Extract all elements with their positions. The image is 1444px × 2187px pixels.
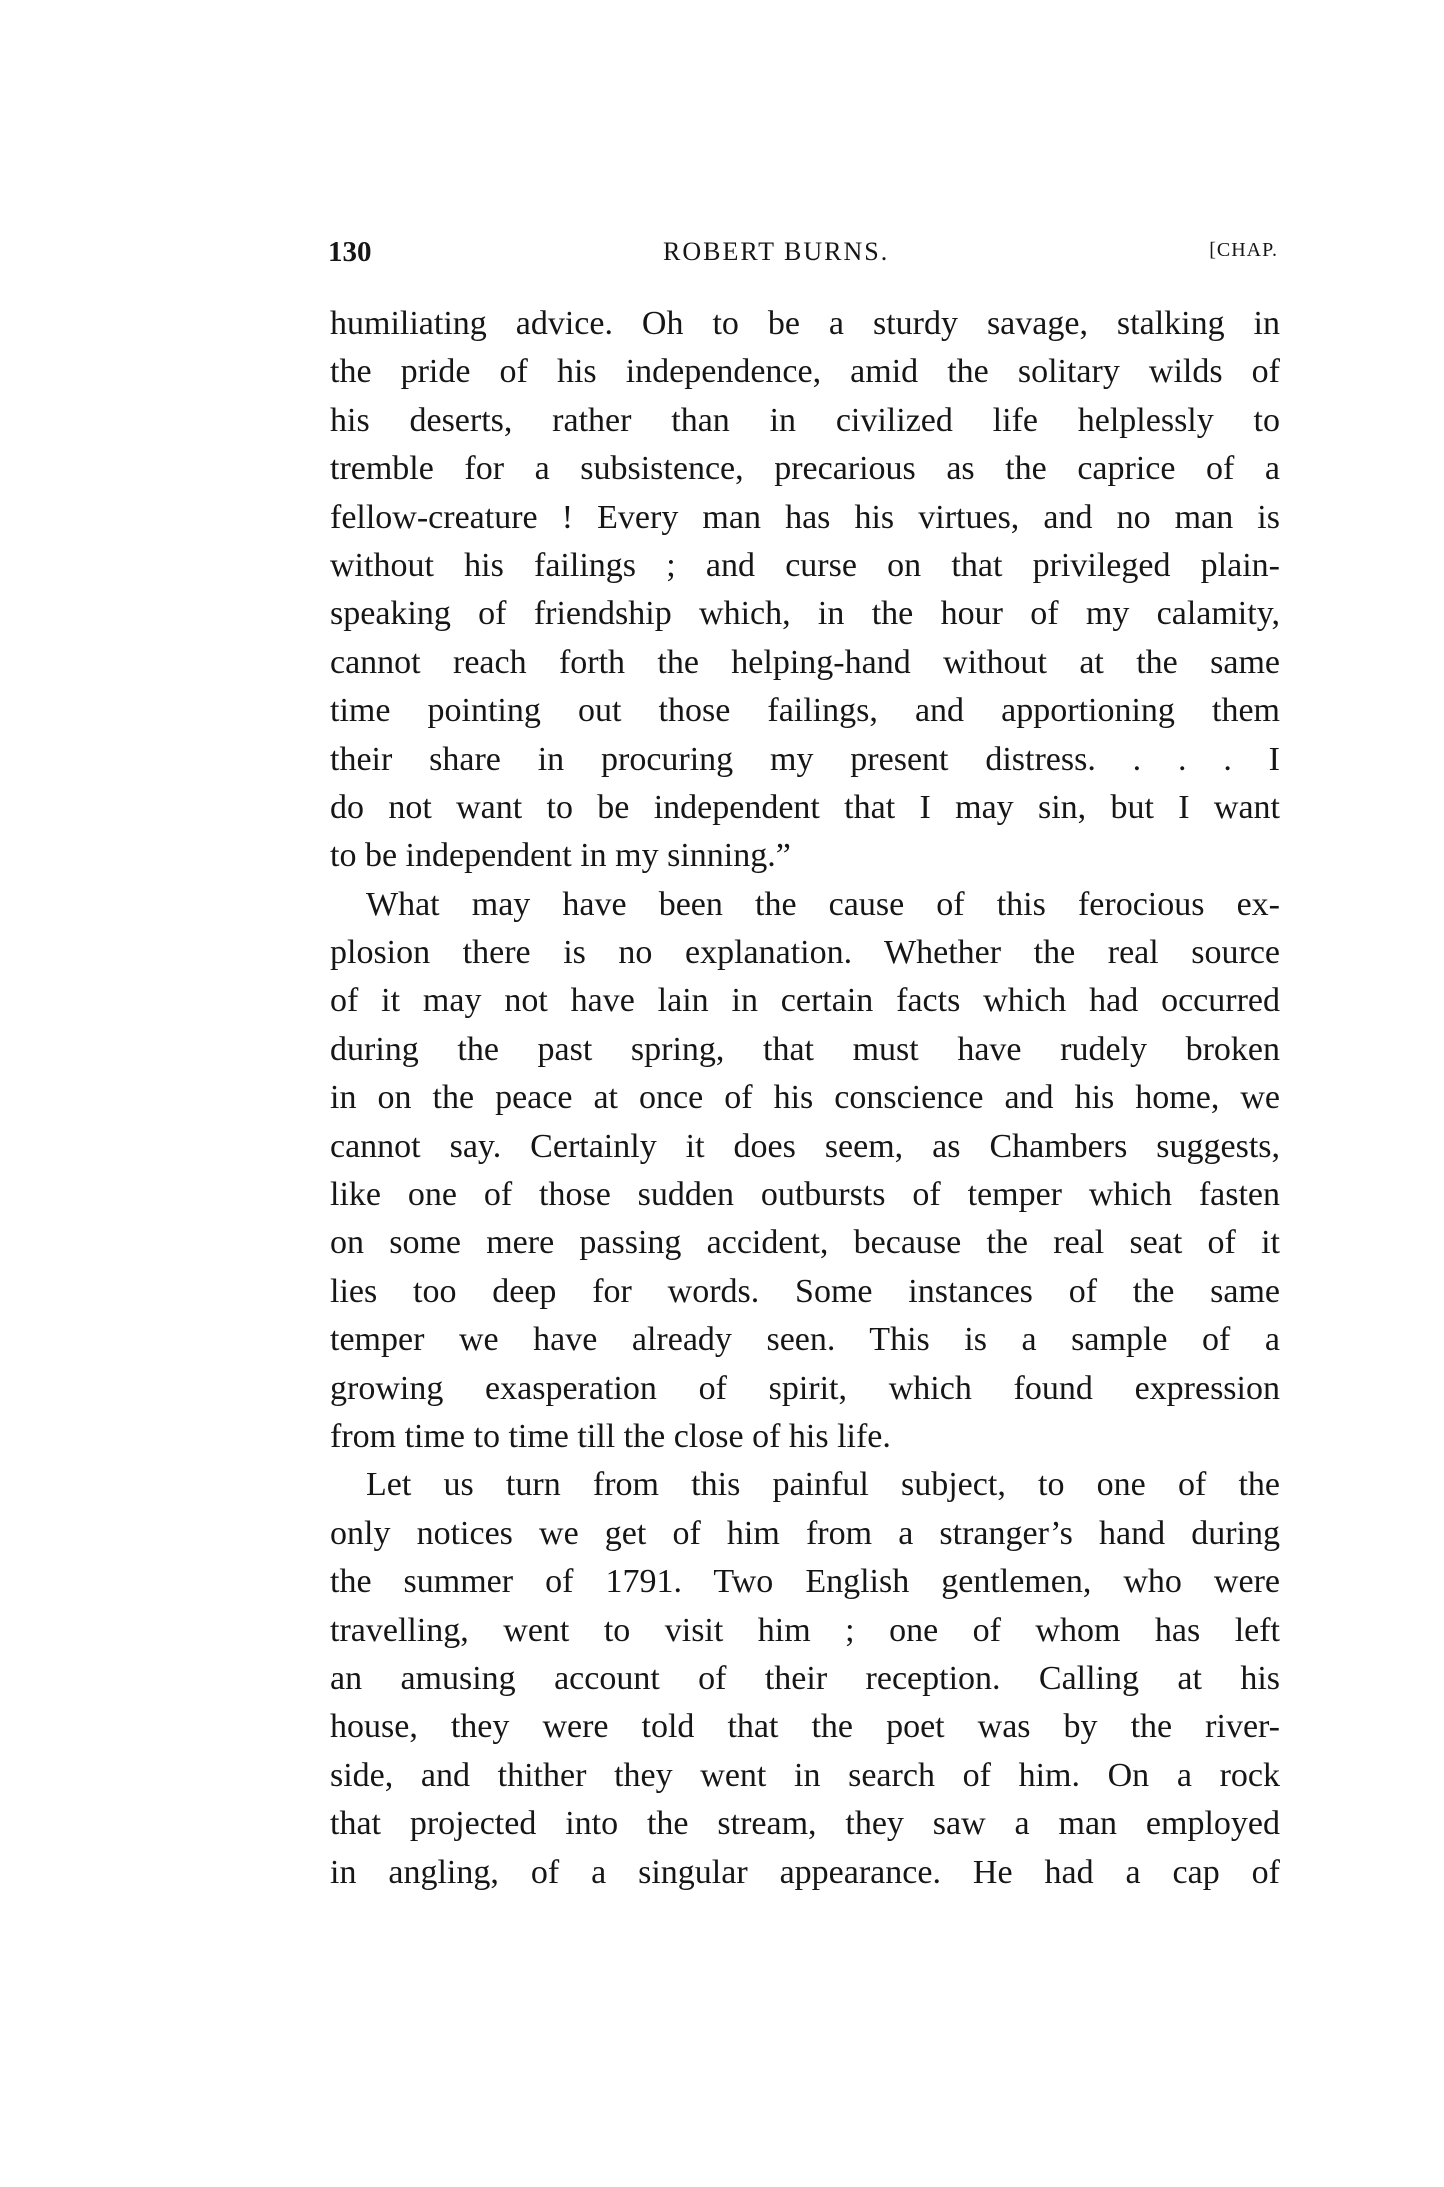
text-line: side, and thither they went in search of him. On a rock xyxy=(330,1756,1280,1794)
text-line: from time to time till the close of his life. xyxy=(330,1417,891,1455)
running-header xyxy=(328,236,1278,268)
text-line: without his failings ; and curse on that privileged plain- xyxy=(330,546,1280,584)
text-line: their share in procuring my present distress. . . . I xyxy=(330,740,1280,778)
chapter-mark: [CHAP. xyxy=(1209,239,1278,261)
text-line: cannot say. Certainly it does seem, as Chambers suggests, xyxy=(330,1127,1280,1165)
text-line: time pointing out those failings, and apportioning them xyxy=(330,692,1280,730)
text-line: lies too deep for words. Some instances of the same xyxy=(330,1272,1280,1310)
text-line: plosion there is no explanation. Whether the real source xyxy=(330,934,1280,972)
text-line: of it may not have lain in certain facts which had occurred xyxy=(330,982,1280,1020)
text-line: Let us turn from this painful subject, to one of the xyxy=(366,1466,1280,1504)
text-line: only notices we get of him from a stranger’s hand during xyxy=(330,1514,1280,1552)
text-line: the summer of 1791. Two English gentlemen, who were xyxy=(330,1563,1280,1601)
paragraph-1 xyxy=(330,300,1280,881)
paragraph-2 xyxy=(330,881,1280,1462)
running-title: ROBERT BURNS. xyxy=(663,237,890,266)
text-line: temper we have already seen. This is a sample of a xyxy=(330,1321,1280,1359)
text-line: his deserts, rather than in civilized life helplessly to xyxy=(330,401,1280,439)
text-line: during the past spring, that must have rudely broken xyxy=(330,1030,1280,1068)
text-line: the pride of his independence, amid the solitary wilds of xyxy=(330,353,1280,391)
text-line: an amusing account of their reception. Calling at his xyxy=(330,1659,1280,1697)
paragraph-3 xyxy=(330,1461,1280,1897)
text-line: house, they were told that the poet was by the river- xyxy=(330,1708,1280,1746)
text-line: humiliating advice. Oh to be a sturdy savage, stalking in xyxy=(330,305,1280,342)
text-line: like one of those sudden outbursts of temper which fasten xyxy=(330,1176,1280,1214)
text-line: on some mere passing accident, because the real seat of it xyxy=(330,1224,1280,1262)
text-line: in on the peace at once of his conscience and his home, we xyxy=(330,1079,1280,1117)
text-line: cannot reach forth the helping-hand without at the same xyxy=(330,643,1280,681)
text-line: do not want to be independent that I may sin, but I want xyxy=(330,788,1280,826)
text-line: fellow-creature ! Every man has his virtues, and no man is xyxy=(330,498,1280,536)
text-line: in angling, of a singular appearance. He had a cap of xyxy=(330,1853,1280,1891)
body-text xyxy=(330,300,1280,1897)
text-line: that projected into the stream, they saw a man employed xyxy=(330,1805,1280,1843)
text-line: What may have been the cause of this ferocious ex- xyxy=(366,885,1280,923)
page-number: 130 xyxy=(328,236,372,268)
text-line: growing exasperation of spirit, which found expression xyxy=(330,1369,1280,1407)
text-line: to be independent in my sinning.” xyxy=(330,837,791,875)
text-line: travelling, went to visit him ; one of whom has left xyxy=(330,1611,1280,1649)
text-line: tremble for a subsistence, precarious as the caprice of a xyxy=(330,450,1280,488)
text-line: speaking of friendship which, in the hour of my calamity, xyxy=(330,595,1280,633)
